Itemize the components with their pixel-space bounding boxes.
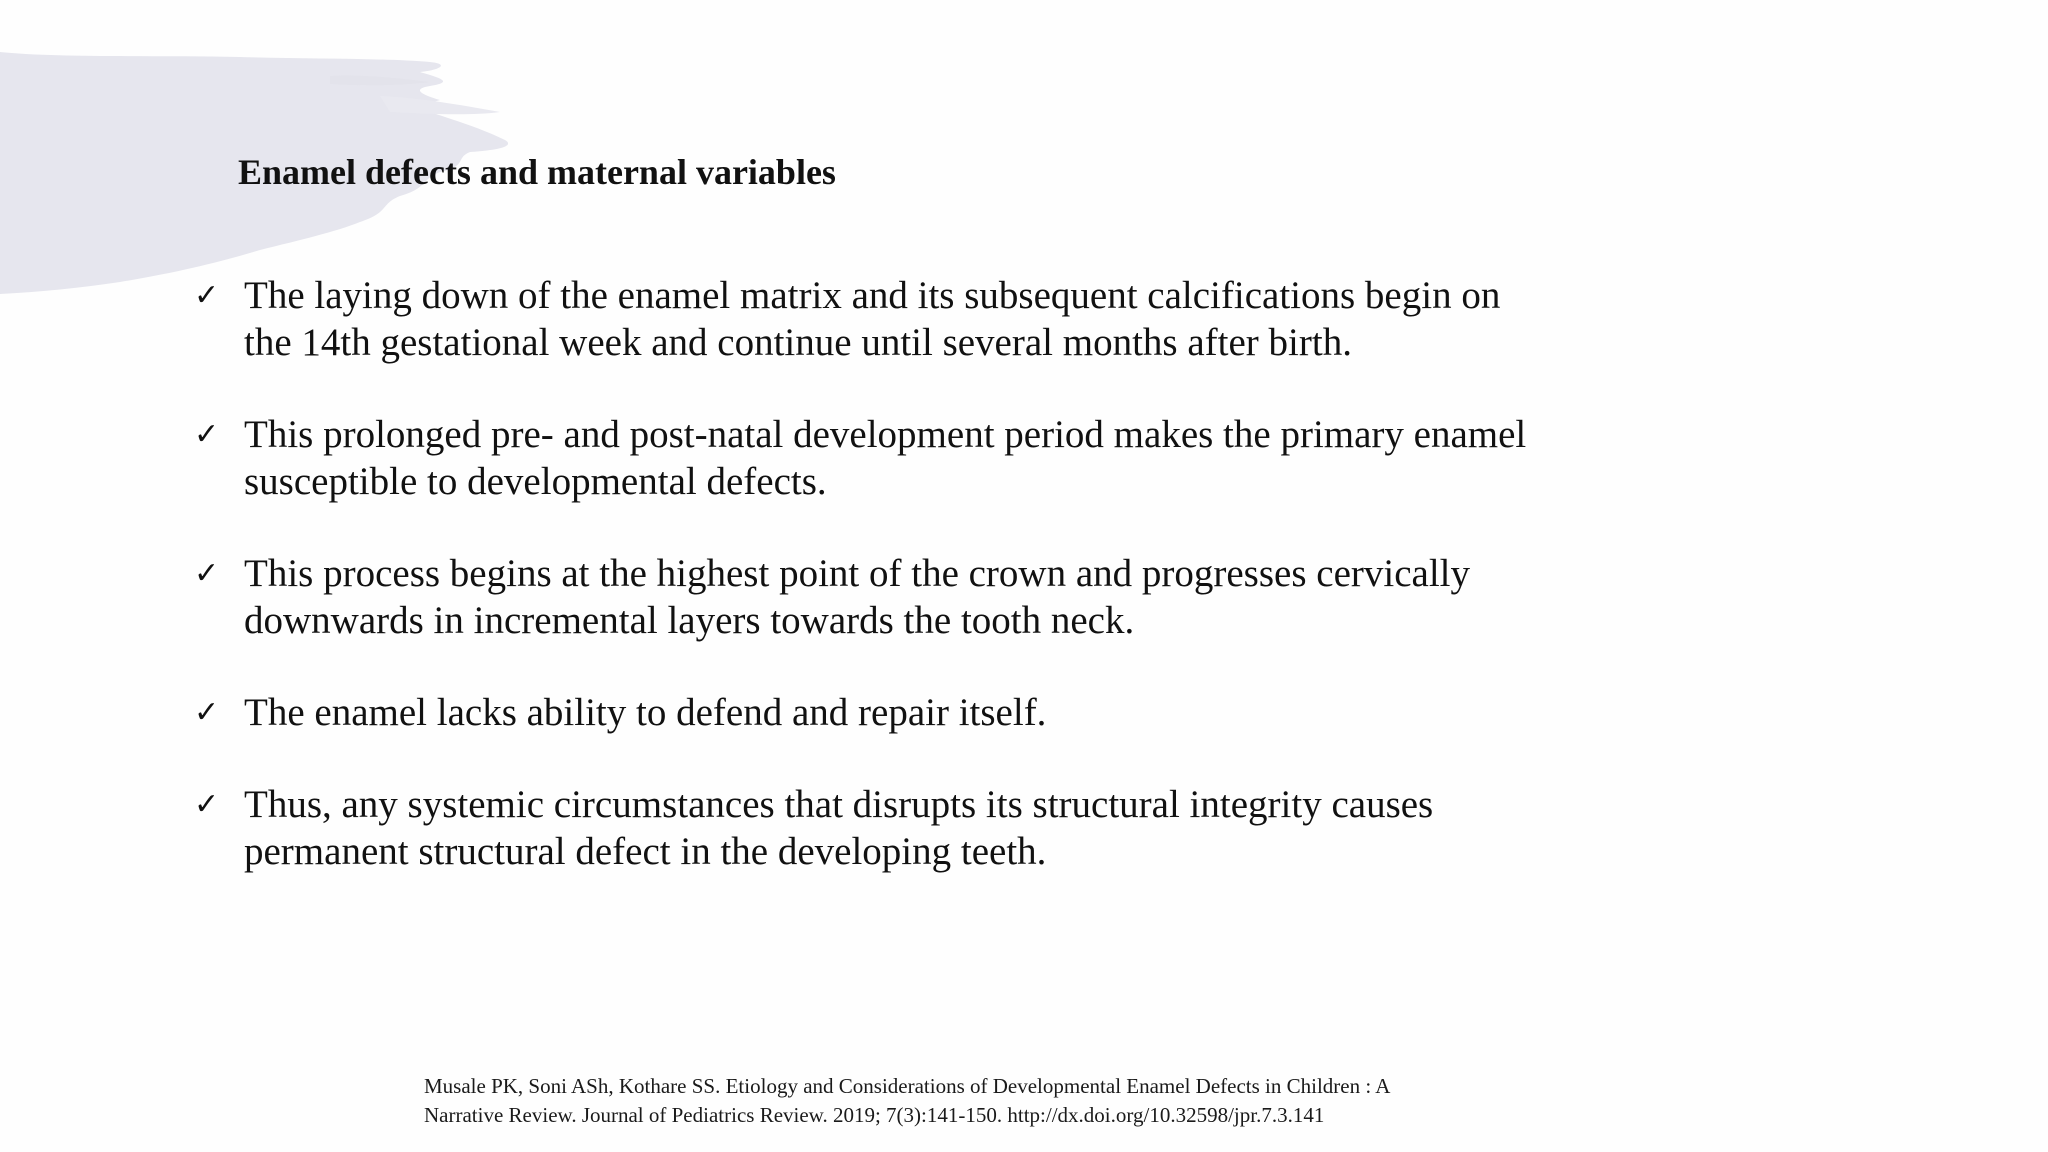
citation-line: Narrative Review. Journal of Pediatrics Review. 2019; 7(3):141-150. http://dx.doi.org/10.32598/jpr.7.3.141 — [424, 1103, 1325, 1127]
bullet-line: The enamel lacks ability to defend and repair itself. — [244, 691, 1047, 734]
bullet-line: permanent structural defect in the developing teeth. — [244, 830, 1047, 873]
bullet-line: Thus, any systemic circumstances that disrupts its structural integrity causes — [244, 783, 1434, 826]
check-icon: ✓ — [194, 556, 220, 591]
check-icon: ✓ — [194, 787, 220, 822]
list-item — [194, 550, 1594, 644]
list-item — [194, 689, 1594, 736]
citation-reference — [424, 1072, 1524, 1130]
bullet-line: This process begins at the highest point of the crown and progresses cervically — [244, 552, 1471, 595]
bullet-text — [244, 689, 1046, 736]
bullet-text — [244, 550, 1470, 644]
list-item — [194, 411, 1594, 505]
check-icon: ✓ — [194, 417, 220, 452]
list-item — [194, 272, 1594, 366]
bullet-line: downwards in incremental layers towards the tooth neck. — [244, 599, 1135, 642]
bullet-line: This prolonged pre- and post-natal development period makes the primary enamel — [244, 413, 1527, 456]
bullet-list — [194, 272, 1594, 920]
citation-line: Musale PK, Soni ASh, Kothare SS. Etiology and Considerations of Developmental Enamel Defects in Children : A — [424, 1074, 1391, 1098]
slide-title: Enamel defects and maternal variables — [238, 152, 836, 192]
bullet-line: susceptible to developmental defects. — [244, 460, 827, 503]
bullet-text — [244, 272, 1500, 366]
bullet-text — [244, 781, 1433, 875]
bullet-line: The laying down of the enamel matrix and its subsequent calcifications begin on — [244, 274, 1501, 317]
bullet-line: the 14th gestational week and continue until several months after birth. — [244, 321, 1352, 364]
list-item — [194, 781, 1594, 875]
check-icon: ✓ — [194, 695, 220, 730]
bullet-text — [244, 411, 1526, 505]
check-icon: ✓ — [194, 278, 220, 313]
